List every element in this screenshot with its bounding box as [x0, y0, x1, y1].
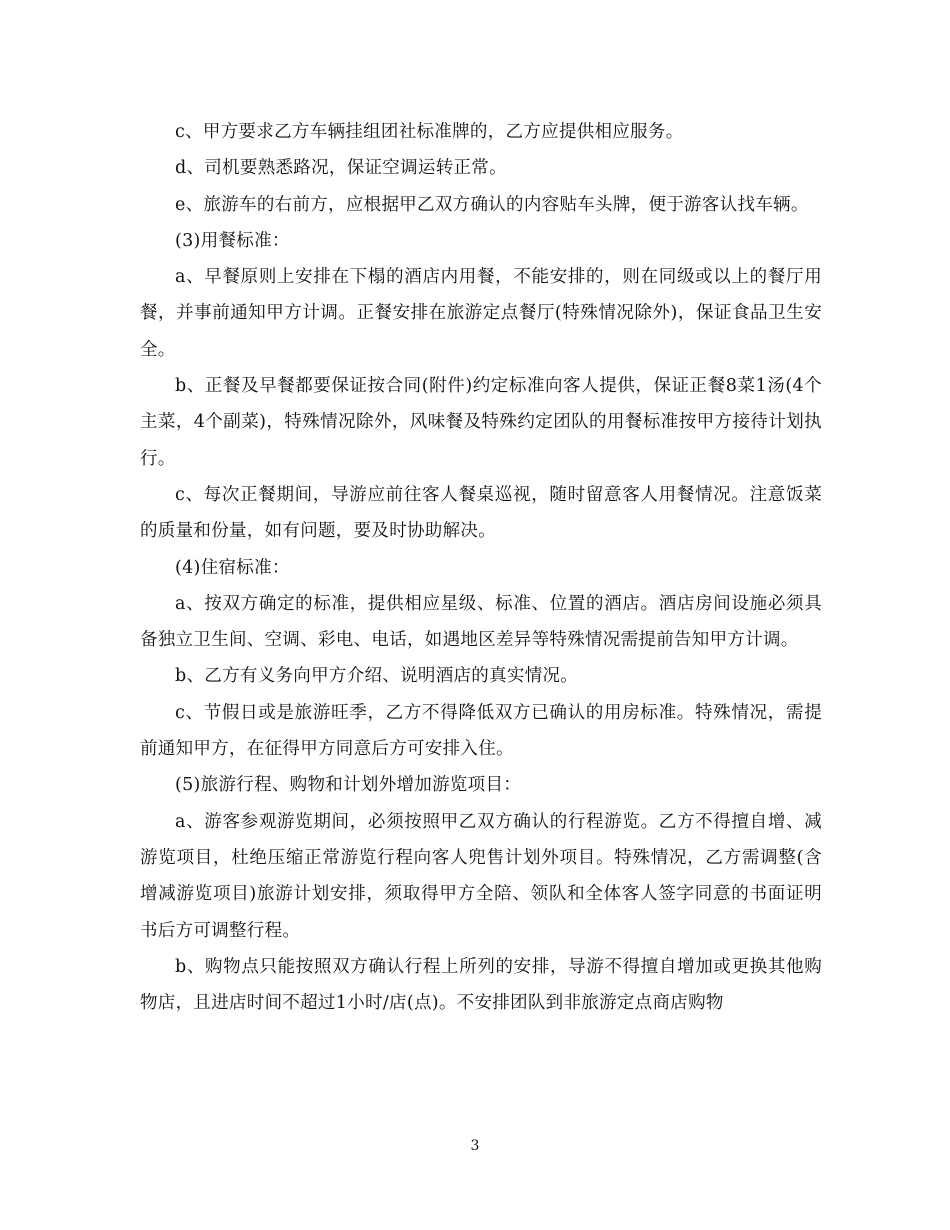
paragraph-itinerary-b: b、购物点只能按照双方确认行程上所列的安排，导游不得擅自增加或更换其他购物店，且进店时间不超过1小时/店(点)。不安排团队到非旅游定点商店购物 — [140, 956, 822, 1014]
paragraph-accommodation-b: b、乙方有义务向甲方介绍、说明酒店的真实情况。 — [175, 666, 579, 687]
paragraph-vehicle-c: c、甲方要求乙方车辆挂组团社标准牌的，乙方应提供相应服务。 — [175, 122, 684, 142]
paragraph-accommodation-c: c、节假日或是旅游旺季，乙方不得降低双方已确认的用房标准。特殊情况，需提前通知甲方，在征得甲方同意后方可安排入住。 — [140, 702, 822, 760]
paragraph-vehicle-d: d、司机要熟悉路况，保证空调运转正常。 — [175, 158, 507, 179]
paragraph-meals-a: a、早餐原则上安排在下榻的酒店内用餐，不能安排的，则在同级或以上的餐厅用餐，并事前通知甲方计调。正餐安排在旅游定点餐厅(特殊情况除外)，保证食品卫生安全。 — [140, 267, 822, 360]
paragraph-vehicle-e: e、旅游车的右前方，应根据甲乙双方确认的内容贴车头牌，便于游客认找车辆。 — [175, 194, 809, 215]
paragraph-accommodation-a: a、按双方确定的标准，提供相应星级、标准、位置的酒店。酒店房间设施必须具备独立卫生间、空调、彩电、电话，如遇地区差异等特殊情况需提前告知甲方计调。 — [140, 593, 822, 651]
paragraph-meals-b: b、正餐及早餐都要保证按合同(附件)约定标准向客人提供，保证正餐8菜1汤(4个主菜，4个副菜)，特殊情况除外，风味餐及特殊约定团队的用餐标准按甲方接待计划执行。 — [140, 376, 822, 469]
document-body — [140, 114, 822, 1021]
section-heading-meals: (3)用餐标准： — [175, 230, 290, 251]
page-number: 3 — [470, 1138, 480, 1154]
section-heading-itinerary: (5)旅游行程、购物和计划外增加游览项目： — [175, 775, 522, 796]
section-heading-accommodation: (4)住宿标准： — [175, 557, 290, 578]
paragraph-meals-c: c、每次正餐期间，导游应前往客人餐桌巡视，随时留意客人用餐情况。注意饭菜的质量和份量，如有问题，要及时协助解决。 — [140, 484, 822, 542]
paragraph-itinerary-a: a、游客参观游览期间，必须按照甲乙双方确认的行程游览。乙方不得擅自增、减游览项目，杜绝压缩正常游览行程向客人兜售计划外项目。特殊情况，乙方需调整(含增减游览项目)旅游计划安排，须取得甲方全陪、领队和全体客人签字同意的书面证明书后方可调整行程。 — [140, 811, 822, 941]
